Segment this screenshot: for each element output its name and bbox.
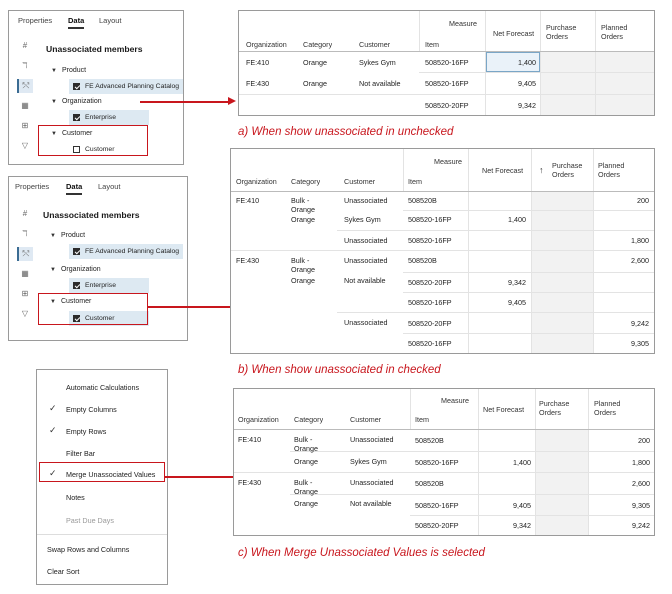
- col-header-net-forecast[interactable]: Net Forecast: [483, 405, 525, 414]
- cell-category: Orange: [294, 457, 318, 466]
- members-icon[interactable]: ⤲: [17, 247, 33, 261]
- tab-data[interactable]: Data: [68, 16, 85, 25]
- tree-leaf-label: FE Advanced Planning Catalog: [85, 248, 180, 255]
- caret-down-icon: ▼: [50, 298, 56, 305]
- col-header-customer[interactable]: Customer: [359, 40, 391, 49]
- cell-planned-orders[interactable]: 200: [637, 196, 649, 205]
- checkmark-icon: ✓: [49, 425, 57, 435]
- hash-icon[interactable]: #: [22, 41, 28, 50]
- col-header-item[interactable]: Item: [415, 415, 429, 424]
- measure-label: Measure: [441, 396, 469, 405]
- cell-customer: Sykes Gym: [359, 58, 396, 67]
- grid-icon[interactable]: ▦: [21, 101, 29, 110]
- cell-org: FE:410: [246, 58, 270, 67]
- cell-customer: Unassociated: [344, 196, 388, 205]
- tab-layout[interactable]: Layout: [98, 182, 121, 191]
- cell-customer: Sykes Gym: [350, 457, 387, 466]
- hash-icon[interactable]: #: [22, 209, 28, 218]
- cell-org: FE:410: [238, 435, 262, 444]
- cell-category: Orange: [303, 58, 327, 67]
- col-header-category[interactable]: Category: [291, 177, 321, 186]
- caption-c: c) When Merge Unassociated Values is selected: [238, 547, 485, 559]
- highlight-box: [38, 293, 148, 325]
- cell-item: 508520-16FP: [415, 501, 459, 510]
- cell-item: 508520-20FP: [425, 101, 469, 110]
- caret-down-icon: ▼: [51, 98, 57, 105]
- cell-item: 508520-20FP: [408, 319, 452, 328]
- members-icon[interactable]: ⤲: [17, 79, 33, 93]
- highlight-box: [39, 462, 165, 482]
- caret-down-icon: ▼: [50, 232, 56, 239]
- cell-customer: Unassociated: [350, 478, 394, 487]
- tab-data[interactable]: Data: [66, 182, 83, 191]
- cell-net-forecast[interactable]: 1,400: [518, 58, 536, 67]
- tree-label: Product: [61, 67, 87, 74]
- menu-divider: [37, 534, 167, 535]
- tree-node-organization[interactable]: [51, 98, 102, 105]
- cell-item: 508520B: [415, 436, 444, 445]
- cell-customer: Unassociated: [344, 318, 388, 327]
- cell-item: 508520-16FP: [425, 79, 469, 88]
- tree-leaf-enterprise[interactable]: [69, 110, 149, 125]
- col-header-organization[interactable]: Organization: [238, 415, 279, 424]
- cell-category: Bulk - Orange: [294, 435, 318, 453]
- cell-item: 508520-20FP: [408, 278, 452, 287]
- cell-item: 508520-16FP: [408, 339, 452, 348]
- arrow-line: [140, 101, 230, 103]
- cell-planned-orders[interactable]: 9,305: [631, 339, 649, 348]
- tab-properties[interactable]: Properties: [18, 16, 53, 25]
- caret-down-icon: ▼: [50, 266, 56, 273]
- properties-panel-mid: [8, 176, 188, 341]
- col-header-net-forecast[interactable]: Net Forecast: [482, 166, 524, 175]
- icon-rail: [17, 37, 33, 162]
- menu-item-label: Empty Rows: [66, 427, 107, 436]
- cell-item: 508520-16FP: [408, 236, 452, 245]
- tree-label: Product: [60, 232, 86, 239]
- tree-label: Organization: [61, 98, 102, 105]
- cell-org: FE:410: [236, 196, 260, 205]
- tree-leaf-catalog[interactable]: [69, 79, 183, 94]
- checkbox-checked-icon[interactable]: [73, 114, 80, 121]
- col-header-category[interactable]: Category: [294, 415, 324, 424]
- caption-b: b) When show unassociated in checked: [238, 364, 441, 376]
- cell-category: Bulk - Orange: [291, 256, 315, 274]
- menu-item-label: Automatic Calculations: [66, 383, 140, 392]
- cell-net-forecast[interactable]: 9,342: [508, 278, 526, 287]
- menu-item-label: Notes: [66, 493, 85, 502]
- hierarchy-icon[interactable]: ℸ: [22, 229, 28, 238]
- cell-customer: Not available: [350, 499, 392, 508]
- cell-category: Bulk - Orange: [294, 478, 318, 496]
- grid-icon[interactable]: ▦: [21, 269, 29, 278]
- cell-item: 508520-16FP: [415, 458, 459, 467]
- cell-planned-orders[interactable]: 200: [638, 436, 650, 445]
- tree-leaf-label: FE Advanced Planning Catalog: [85, 83, 180, 90]
- cell-category: Orange: [291, 276, 315, 285]
- tree-leaf-label: Enterprise: [85, 282, 116, 289]
- caption-a: a) When show unassociated in unchecked: [238, 126, 454, 138]
- cell-net-forecast[interactable]: 9,405: [508, 298, 526, 307]
- cell-customer: Unassociated: [344, 256, 388, 265]
- menu-item-label: Swap Rows and Columns: [47, 545, 130, 554]
- tree-icon[interactable]: ⊞: [21, 289, 29, 298]
- col-header-organization[interactable]: Organization: [246, 40, 287, 49]
- sort-up-icon[interactable]: ↑: [539, 165, 544, 175]
- tree-leaf-label: Enterprise: [85, 114, 116, 121]
- panel-tabs: [9, 11, 183, 31]
- col-header-category[interactable]: Category: [303, 40, 333, 49]
- col-header-planned-orders[interactable]: Planned Orders: [601, 23, 628, 41]
- col-header-purchase-orders[interactable]: Purchase Orders: [552, 161, 583, 179]
- cell-planned-orders[interactable]: 1,800: [631, 236, 649, 245]
- pivot-table-b: [230, 148, 655, 354]
- cell-org: FE:430: [238, 478, 262, 487]
- menu-item-label: Filter Bar: [66, 449, 96, 458]
- hierarchy-icon[interactable]: ℸ: [22, 61, 28, 70]
- cell-net-forecast[interactable]: 9,342: [513, 521, 531, 530]
- cell-category: Orange: [294, 499, 318, 508]
- cell-category: Orange: [291, 215, 315, 224]
- panel-title: Unassociated members: [46, 44, 143, 54]
- cell-net-forecast[interactable]: 1,400: [508, 215, 526, 224]
- col-header-customer[interactable]: Customer: [344, 177, 376, 186]
- cell-customer: Not available: [359, 79, 401, 88]
- measure-label: Measure: [449, 19, 477, 28]
- panel-tabs: [9, 177, 187, 197]
- cell-planned-orders[interactable]: 9,242: [631, 319, 649, 328]
- tree-label: Organization: [60, 266, 101, 273]
- cell-item: 508520-16FP: [425, 58, 469, 67]
- cell-item: 508520B: [408, 256, 437, 265]
- cell-category: Bulk - Orange: [291, 196, 315, 214]
- col-header-organization[interactable]: Organization: [236, 177, 277, 186]
- menu-item-label: Clear Sort: [47, 567, 80, 576]
- cell-category: Orange: [303, 79, 327, 88]
- cell-item: 508520B: [415, 479, 444, 488]
- pivot-table-c: [233, 388, 655, 536]
- tree-label: Customer: [60, 298, 92, 305]
- cell-customer: Unassociated: [350, 435, 394, 444]
- cell-planned-orders[interactable]: 2,600: [631, 256, 649, 265]
- highlight-box: [38, 125, 148, 156]
- icon-rail: [17, 205, 33, 337]
- cell-planned-orders[interactable]: 2,600: [632, 479, 650, 488]
- checkmark-icon: ✓: [49, 403, 57, 413]
- tree-leaf-catalog[interactable]: [69, 244, 183, 259]
- cell-item: 508520B: [408, 196, 437, 205]
- tab-properties[interactable]: Properties: [15, 182, 50, 191]
- checkmark-icon: ✓: [49, 468, 57, 478]
- col-header-customer[interactable]: Customer: [350, 415, 382, 424]
- checkbox-checked-icon[interactable]: [73, 248, 80, 255]
- arrow-head-icon: [228, 97, 236, 105]
- col-header-planned-orders[interactable]: Planned Orders: [598, 161, 625, 179]
- col-header-purchase-orders[interactable]: Purchase Orders: [546, 23, 577, 41]
- menu-item-label: Empty Columns: [66, 405, 117, 414]
- cell-item: 508520-20FP: [415, 521, 459, 530]
- options-menu: [36, 369, 168, 585]
- cell-customer: Sykes Gym: [344, 215, 381, 224]
- cell-item: 508520-16FP: [408, 215, 452, 224]
- col-header-item[interactable]: Item: [425, 40, 439, 49]
- cell-customer: Unassociated: [344, 236, 388, 245]
- col-header-item[interactable]: Item: [408, 177, 422, 186]
- col-header-planned-orders[interactable]: Planned Orders: [594, 399, 621, 417]
- filter-icon[interactable]: ▽: [21, 309, 29, 318]
- tree-leaf-label: Customer: [85, 146, 115, 153]
- cell-planned-orders[interactable]: 9,242: [632, 521, 650, 530]
- tree-leaf-enterprise[interactable]: [69, 278, 149, 293]
- pivot-table-a: [238, 10, 655, 116]
- checkbox-checked-icon[interactable]: [73, 282, 80, 289]
- tree-node-product[interactable]: [51, 67, 86, 74]
- arrow-line: [164, 476, 242, 478]
- caret-down-icon: ▼: [51, 67, 57, 74]
- col-header-net-forecast[interactable]: Net Forecast: [493, 29, 535, 38]
- tab-layout[interactable]: Layout: [99, 16, 122, 25]
- caret-down-icon: ▼: [51, 130, 57, 137]
- properties-panel-top: [8, 10, 184, 165]
- cell-net-forecast[interactable]: 9,342: [518, 101, 536, 110]
- cell-planned-orders[interactable]: 9,305: [632, 501, 650, 510]
- menu-item-label: Merge Unassociated Values: [66, 470, 156, 479]
- cell-org: FE:430: [246, 79, 270, 88]
- tree-node-product[interactable]: [50, 232, 85, 239]
- tree-icon[interactable]: ⊞: [21, 121, 29, 130]
- cell-item: 508520-16FP: [408, 298, 452, 307]
- menu-item-label: Past Due Days: [66, 516, 114, 525]
- panel-title: Unassociated members: [43, 210, 140, 220]
- tree-node-organization[interactable]: [50, 266, 101, 273]
- col-header-purchase-orders[interactable]: Purchase Orders: [539, 399, 570, 417]
- cell-net-forecast[interactable]: 9,405: [518, 79, 536, 88]
- measure-label: Measure: [434, 157, 462, 166]
- cell-planned-orders[interactable]: 1,800: [632, 458, 650, 467]
- filter-icon[interactable]: ▽: [21, 141, 29, 150]
- tree-label: Customer: [61, 130, 93, 137]
- tree-leaf-label: Customer: [85, 315, 115, 322]
- checkbox-checked-icon[interactable]: [73, 83, 80, 90]
- cell-net-forecast[interactable]: 1,400: [513, 458, 531, 467]
- cell-org: FE:430: [236, 256, 260, 265]
- cell-net-forecast[interactable]: 9,405: [513, 501, 531, 510]
- cell-customer: Not available: [344, 276, 386, 285]
